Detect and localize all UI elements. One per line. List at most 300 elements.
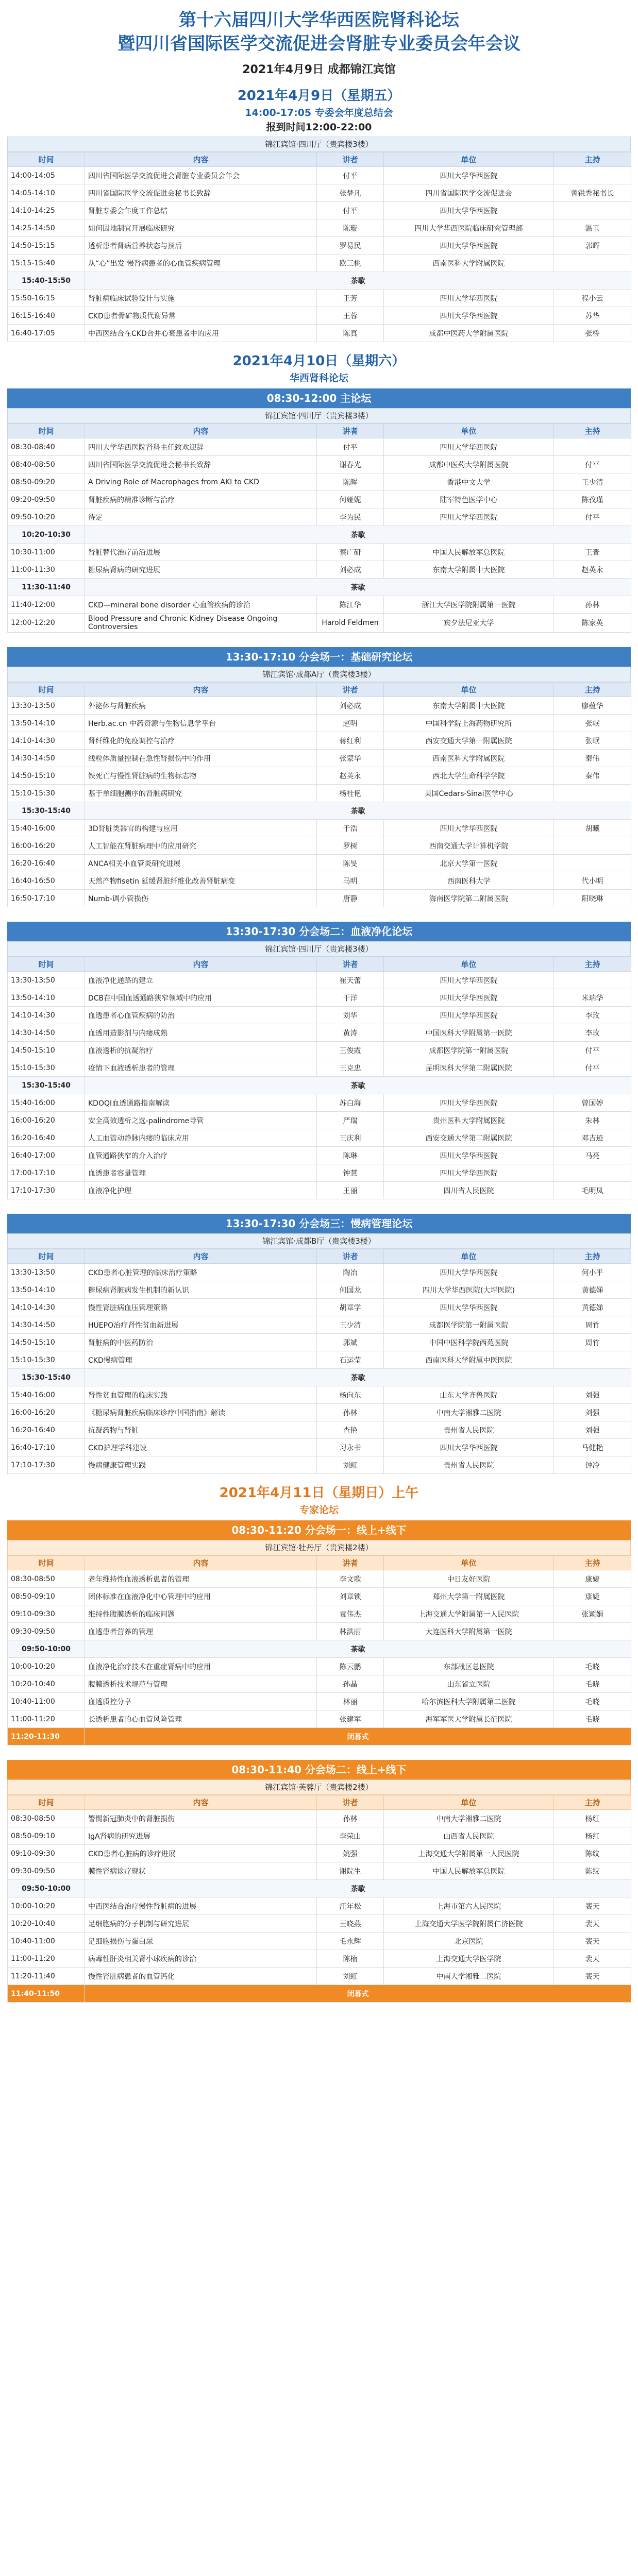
time-cell: 16:40-16:50 <box>8 872 85 890</box>
speaker-cell: 钟慧 <box>317 1164 384 1182</box>
topic-cell: 天然产物fisetin 延缓肾脏纤维化改善肾脏病变 <box>85 872 317 890</box>
speaker-cell: 陈楠 <box>317 1950 384 1968</box>
topic-cell: 血液净化通路的建立 <box>85 972 317 989</box>
topic-cell: A Driving Role of Macrophages from AKI to CKD <box>85 473 317 491</box>
affiliation-cell: 美国Cedars-Sinai医学中心 <box>384 785 554 802</box>
affiliation-cell: 西南医科大学 <box>384 872 554 890</box>
column-header: 单位 <box>384 152 554 167</box>
affiliation-cell: 山东大学齐鲁医院 <box>384 1386 554 1404</box>
table-row <box>8 1588 631 1605</box>
moderator-cell <box>554 202 631 219</box>
affiliation-cell: 四川大学华西医院临床研究管理部 <box>384 219 554 237</box>
moderator-cell: 米瑞华 <box>554 989 631 1007</box>
break-row <box>8 802 631 820</box>
topic-cell: 如何因地制宜开展临床研究 <box>85 219 317 237</box>
time-cell: 09:50-10:20 <box>8 509 85 526</box>
column-header: 内容 <box>85 683 317 697</box>
break-row <box>8 1640 631 1658</box>
moderator-cell: 钟冷 <box>554 1456 631 1474</box>
moderator-cell <box>554 855 631 872</box>
topic-cell: 糖尿病肾病的研究进展 <box>85 561 317 579</box>
affiliation-cell: 上海交通大学附属第一人民医院 <box>384 1605 554 1623</box>
speaker-cell: 赵英永 <box>317 767 384 785</box>
time-cell: 13:30-13:50 <box>8 972 85 989</box>
time-cell: 15:40-16:00 <box>8 1094 85 1112</box>
speaker-cell: 李荣山 <box>317 1827 384 1845</box>
table-row <box>8 750 631 767</box>
affiliation-cell: 北京医院 <box>384 1933 554 1950</box>
table-row <box>8 438 631 456</box>
moderator-cell: 刘强 <box>554 1386 631 1404</box>
table-row <box>8 509 631 526</box>
speaker-cell: 王晓燕 <box>317 1915 384 1933</box>
time-cell: 08:50-09:10 <box>8 1588 85 1605</box>
time-cell: 16:00-16:20 <box>8 1112 85 1129</box>
affiliation-cell: 四川大学华西医院 <box>384 820 554 837</box>
topic-cell: 3D肾脏类器官的构建与应用 <box>85 820 317 837</box>
table-row <box>8 1129 631 1147</box>
day2-subheading: 华西肾科论坛 <box>289 372 348 384</box>
table-row <box>8 1351 631 1369</box>
moderator-cell: 张颖娟 <box>554 1605 631 1623</box>
title-line-1: 第十六届四川大学华西医院肾科论坛 <box>179 10 459 30</box>
break-cell: 茶歇 <box>85 1640 631 1658</box>
topic-cell: 中西医结合在CKD合并心衰患者中的应用 <box>85 325 317 342</box>
table-row <box>8 1007 631 1024</box>
time-cell: 15:50-16:15 <box>8 290 85 307</box>
topic-cell: 血透患者心血管疾病的防治 <box>85 1007 317 1024</box>
break-row <box>8 1077 631 1094</box>
topic-cell: 肾脏专委会年度工作总结 <box>85 202 317 219</box>
moderator-cell: 廖蕴华 <box>554 697 631 715</box>
day2-table <box>7 423 631 633</box>
time-cell: 17:10-17:30 <box>8 1456 85 1474</box>
time-cell: 16:20-16:40 <box>8 855 85 872</box>
speaker-cell: 刘必成 <box>317 697 384 715</box>
speaker-cell: 刘华 <box>317 1007 384 1024</box>
column-header: 内容 <box>85 152 317 167</box>
moderator-cell: 裴天 <box>554 1897 631 1915</box>
time-cell: 15:40-16:00 <box>8 1386 85 1404</box>
topic-cell: 病毒性肝炎相关肾小球疾病的诊治 <box>85 1950 317 1968</box>
affiliation-cell: 贵州省人民医院 <box>384 1421 554 1439</box>
speaker-cell: 汪年松 <box>317 1897 384 1915</box>
moderator-cell: 裴天 <box>554 1968 631 1985</box>
speaker-cell: 王少清 <box>317 1316 384 1334</box>
affiliation-cell: 四川大学华西医院 <box>384 237 554 255</box>
column-header: 讲者 <box>317 1795 384 1810</box>
affiliation-cell: 中国中医科学院西苑医院 <box>384 1334 554 1351</box>
time-cell: 08:50-09:10 <box>8 1827 85 1845</box>
time-cell: 10:30-11:00 <box>8 544 85 561</box>
break-cell: 茶歇 <box>85 526 631 544</box>
time-cell: 09:10-09:30 <box>8 1845 85 1862</box>
forum1-table <box>7 682 631 907</box>
speaker-cell: 王庆利 <box>317 1129 384 1147</box>
moderator-cell: 毛明凤 <box>554 1182 631 1199</box>
moderator-cell: 付平 <box>554 1042 631 1059</box>
moderator-cell: 秦伟 <box>554 750 631 767</box>
table-row <box>8 473 631 491</box>
moderator-cell: 秦伟 <box>554 767 631 785</box>
table-row <box>8 1164 631 1182</box>
moderator-cell <box>554 255 631 272</box>
speaker-cell: 于浩 <box>317 820 384 837</box>
table-row <box>8 1862 631 1880</box>
table-header-row <box>8 152 631 167</box>
moderator-cell: 程小云 <box>554 290 631 307</box>
column-header: 讲者 <box>317 424 384 438</box>
affiliation-cell: 四川大学华西医院(大坪医院) <box>384 1281 554 1299</box>
table-row <box>8 184 631 202</box>
moderator-cell: 毛晓 <box>554 1693 631 1710</box>
affiliation-cell: 四川大学华西医院 <box>384 438 554 456</box>
break-row <box>8 1369 631 1386</box>
affiliation-cell: 四川大学华西医院 <box>384 1007 554 1024</box>
moderator-cell: 李玫 <box>554 1024 631 1042</box>
forum1-session-band: 13:30-17:10 分会场一：基础研究论坛 <box>7 647 631 667</box>
affiliation-cell: 宾夕法尼亚大学 <box>384 614 554 633</box>
moderator-cell: 周竹 <box>554 1334 631 1351</box>
table-row <box>8 1299 631 1316</box>
column-header: 内容 <box>85 1795 317 1810</box>
affiliation-cell: 上海交通大学附属第一人民医院 <box>384 1845 554 1862</box>
speaker-cell: 袁伟杰 <box>317 1605 384 1623</box>
table-header-row <box>8 424 631 438</box>
speaker-cell: 王克忠 <box>317 1059 384 1077</box>
moderator-cell: 郭晖 <box>554 237 631 255</box>
break-cell: 茶歇 <box>85 272 631 290</box>
column-header: 主持 <box>554 1249 631 1264</box>
day1-heading: 2021年4月9日（星期五） <box>237 88 401 104</box>
closing-time: 11:20-11:30 <box>8 1728 85 1745</box>
table-row <box>8 1059 631 1077</box>
speaker-cell: 李文歌 <box>317 1570 384 1588</box>
table-row <box>8 1658 631 1675</box>
time-cell: 13:30-13:50 <box>8 1264 85 1281</box>
time-cell: 08:40-08:50 <box>8 456 85 473</box>
column-header: 主持 <box>554 152 631 167</box>
topic-cell: 糖尿病肾脏病发生机制的新认识 <box>85 1281 317 1299</box>
column-header: 单位 <box>384 1556 554 1570</box>
table-row <box>8 697 631 715</box>
speaker-cell: 于洋 <box>317 989 384 1007</box>
time-cell: 14:30-14:50 <box>8 1316 85 1334</box>
moderator-cell: 曾国婷 <box>554 1094 631 1112</box>
break-cell: 茶歇 <box>85 1880 631 1897</box>
column-header: 时间 <box>8 957 85 972</box>
affiliation-cell: 昆明医科大学第二附属医院 <box>384 1059 554 1077</box>
speaker-cell: 刘章锁 <box>317 1588 384 1605</box>
affiliation-cell: 上海交通大学医学院 <box>384 1950 554 1968</box>
column-header: 时间 <box>8 1795 85 1810</box>
affiliation-cell: 中国医科大学附属第一医院 <box>384 1024 554 1042</box>
table-row <box>8 872 631 890</box>
time-cell: 09:50-10:00 <box>8 1640 85 1658</box>
speaker-cell: 郭斌 <box>317 1334 384 1351</box>
table-row <box>8 1810 631 1827</box>
affiliation-cell: 四川大学华西医院 <box>384 1439 554 1456</box>
speaker-cell: 习永书 <box>317 1439 384 1456</box>
time-cell: 16:40-17:00 <box>8 1147 85 1164</box>
affiliation-cell: 四川大学华西医院 <box>384 1147 554 1164</box>
time-cell: 08:30-08:50 <box>8 1570 85 1588</box>
table-row <box>8 1112 631 1129</box>
affiliation-cell: 成都中医药大学附属医院 <box>384 325 554 342</box>
speaker-cell: 罗树 <box>317 837 384 855</box>
topic-cell: 从“心”出发 慢肾病患者的心血管疾病管理 <box>85 255 317 272</box>
speaker-cell: 姚强 <box>317 1845 384 1862</box>
speaker-cell: 谢春光 <box>317 456 384 473</box>
day3-forum-a-band: 08:30-11:20 分会场一：线上+线下 <box>7 1520 631 1540</box>
topic-cell: 肾脏病临床试验设计与实施 <box>85 290 317 307</box>
affiliation-cell: 中国科学院上海药物研究所 <box>384 715 554 732</box>
table-row <box>8 1316 631 1334</box>
moderator-cell <box>554 785 631 802</box>
speaker-cell: 石运莹 <box>317 1351 384 1369</box>
topic-cell: 中西医结合治疗慢性肾脏病的进展 <box>85 1897 317 1915</box>
time-cell: 11:40-12:00 <box>8 596 85 614</box>
moderator-cell: 杨红 <box>554 1827 631 1845</box>
table-header-row <box>8 1249 631 1264</box>
table-row <box>8 307 631 325</box>
topic-cell: CKD护理学科建设 <box>85 1439 317 1456</box>
moderator-cell <box>554 837 631 855</box>
topic-cell: 慢性肾脏病患者的血管钙化 <box>85 1968 317 1985</box>
forum2-venue: 锦江宾馆·四川厅（贵宾楼3楼） <box>7 941 631 957</box>
moderator-cell: 康婕 <box>554 1588 631 1605</box>
table-row <box>8 1605 631 1623</box>
table-row <box>8 715 631 732</box>
time-cell: 08:30-08:50 <box>8 1810 85 1827</box>
day3-forum-b-venue: 锦江宾馆·芙蓉厅（贵宾楼2楼） <box>7 1780 631 1795</box>
affiliation-cell: 山西省人民医院 <box>384 1827 554 1845</box>
speaker-cell: 马明 <box>317 872 384 890</box>
topic-cell: 血透用造影剂与内瘘成熟 <box>85 1024 317 1042</box>
topic-cell: 血液透析的抗凝治疗 <box>85 1042 317 1059</box>
affiliation-cell: 西北大学生命科学学院 <box>384 767 554 785</box>
speaker-cell: 陈璇 <box>317 219 384 237</box>
column-header: 讲者 <box>317 1556 384 1570</box>
time-cell: 09:10-09:30 <box>8 1605 85 1623</box>
speaker-cell: 王芳 <box>317 290 384 307</box>
affiliation-cell: 西南医科大学附属中医医院 <box>384 1351 554 1369</box>
moderator-cell: 朱林 <box>554 1112 631 1129</box>
affiliation-cell: 西安交通大学第一附属医院 <box>384 732 554 750</box>
speaker-cell: 王蓉 <box>317 307 384 325</box>
column-header: 主持 <box>554 957 631 972</box>
time-cell: 14:50-15:10 <box>8 1334 85 1351</box>
column-header: 主持 <box>554 683 631 697</box>
moderator-cell: 张岷 <box>554 732 631 750</box>
topic-cell: 肾性贫血管理的临床实践 <box>85 1386 317 1404</box>
time-cell: 10:20-10:40 <box>8 1915 85 1933</box>
moderator-cell: 刘强 <box>554 1421 631 1439</box>
table-row <box>8 1386 631 1404</box>
speaker-cell: 何国龙 <box>317 1281 384 1299</box>
topic-cell: Numb-调小管损伤 <box>85 890 317 907</box>
speaker-cell: 陈琳 <box>317 1147 384 1164</box>
speaker-cell: 唐静 <box>317 890 384 907</box>
speaker-cell: 蒋红利 <box>317 732 384 750</box>
speaker-cell: 王丽 <box>317 1182 384 1199</box>
table-row <box>8 732 631 750</box>
speaker-cell: 苏白海 <box>317 1094 384 1112</box>
time-cell: 09:20-09:50 <box>8 491 85 509</box>
closing-row <box>8 1728 631 1745</box>
speaker-cell: 孙林 <box>317 1810 384 1827</box>
column-header: 内容 <box>85 1249 317 1264</box>
time-cell: 10:40-11:00 <box>8 1693 85 1710</box>
topic-cell: 警惕新冠肺炎中的肾脏损伤 <box>85 1810 317 1827</box>
time-cell: 15:15-15:40 <box>8 255 85 272</box>
time-cell: 17:10-17:30 <box>8 1182 85 1199</box>
topic-cell: 肾脏替代治疗前沿进展 <box>85 544 317 561</box>
column-header: 讲者 <box>317 957 384 972</box>
affiliation-cell: 四川大学华西医院 <box>384 290 554 307</box>
day3-forum-b-band: 08:30-11:40 分会场二：线上+线下 <box>7 1760 631 1780</box>
break-cell: 茶歇 <box>85 1369 631 1386</box>
topic-cell: ANCA相关小血管炎研究进展 <box>85 855 317 872</box>
day3-subheading: 专家论坛 <box>299 1504 339 1516</box>
topic-cell: CKD患者心脏管理的临床治疗策略 <box>85 1264 317 1281</box>
table-row <box>8 989 631 1007</box>
topic-cell: HUEPO治疗肾性贫血新进展 <box>85 1316 317 1334</box>
column-header: 时间 <box>8 1249 85 1264</box>
topic-cell: Blood Pressure and Chronic Kidney Disease Ongoing Controversies <box>85 614 317 633</box>
break-row <box>8 579 631 596</box>
affiliation-cell: 北京大学第一医院 <box>384 855 554 872</box>
forum1-venue: 锦江宾馆·成都A厅（贵宾楼3楼） <box>7 667 631 682</box>
topic-cell: 人工智能在肾脏病理中的应用研究 <box>85 837 317 855</box>
time-cell: 09:30-09:50 <box>8 1862 85 1880</box>
speaker-cell: 赵明 <box>317 715 384 732</box>
affiliation-cell: 四川大学华西医院 <box>384 1094 554 1112</box>
time-cell: 15:30-15:40 <box>8 1077 85 1094</box>
affiliation-cell: 香港中文大学 <box>384 473 554 491</box>
table-row <box>8 456 631 473</box>
affiliation-cell: 陆军特色医学中心 <box>384 491 554 509</box>
topic-cell: 人工血管动静脉内瘘的临床应用 <box>85 1129 317 1147</box>
topic-cell: 慢病健康管理实践 <box>85 1456 317 1474</box>
table-row <box>8 837 631 855</box>
table-row <box>8 890 631 907</box>
table-row <box>8 1404 631 1421</box>
time-cell: 14:30-14:50 <box>8 750 85 767</box>
table-row <box>8 1845 631 1862</box>
forum3-venue: 锦江宾馆·成都B厅（贵宾楼3楼） <box>7 1233 631 1249</box>
time-cell: 09:30-09:50 <box>8 1623 85 1640</box>
topic-cell: 足细胞损伤与蛋白尿 <box>85 1933 317 1950</box>
affiliation-cell: 四川大学华西医院 <box>384 1164 554 1182</box>
topic-cell: 待定 <box>85 509 317 526</box>
break-cell: 茶歇 <box>85 1077 631 1094</box>
header <box>7 0 631 56</box>
topic-cell: 四川省国际医学交流促进会秘书长致辞 <box>85 456 317 473</box>
table-row <box>8 820 631 837</box>
time-cell: 15:40-15:50 <box>8 272 85 290</box>
speaker-cell: 胡章学 <box>317 1299 384 1316</box>
topic-cell: 血液净化治疗技术在重症肾病中的应用 <box>85 1658 317 1675</box>
topic-cell: CKD患者心脏病的诊疗进展 <box>85 1845 317 1862</box>
time-cell: 16:20-16:40 <box>8 1129 85 1147</box>
column-header: 主持 <box>554 1556 631 1570</box>
time-cell: 14:25-14:50 <box>8 219 85 237</box>
speaker-cell: 崔天蕾 <box>317 972 384 989</box>
time-cell: 16:15-16:40 <box>8 307 85 325</box>
topic-cell: CKD慢病管理 <box>85 1351 317 1369</box>
topic-cell: DCB在中国血透通路狭窄领域中的应用 <box>85 989 317 1007</box>
time-cell: 16:40-17:10 <box>8 1439 85 1456</box>
time-cell: 13:50-14:10 <box>8 989 85 1007</box>
affiliation-cell: 四川大学华西医院 <box>384 509 554 526</box>
topic-cell: 肾脏疾病的精准诊断与治疗 <box>85 491 317 509</box>
affiliation-cell: 西南医科大学附属医院 <box>384 750 554 767</box>
speaker-cell: Harold Feldmen <box>317 614 384 633</box>
moderator-cell: 陈家英 <box>554 614 631 633</box>
forum3-session-band: 13:30-17:30 分会场三：慢病管理论坛 <box>7 1214 631 1233</box>
topic-cell: 安全高效透析之选-palindrome导管 <box>85 1112 317 1129</box>
topic-cell: 四川大学华西医院肾科主任致欢迎辞 <box>85 438 317 456</box>
moderator-cell: 康婕 <box>554 1570 631 1588</box>
moderator-cell: 王晋 <box>554 544 631 561</box>
column-header: 时间 <box>8 683 85 697</box>
affiliation-cell: 上海交通大学医学院附属仁济医院 <box>384 1915 554 1933</box>
day3-forum-b-table <box>7 1795 631 2003</box>
topic-cell: 四川省国际医学交流促进会秘书长致辞 <box>85 184 317 202</box>
column-header: 单位 <box>384 424 554 438</box>
speaker-cell: 谢院生 <box>317 1862 384 1880</box>
affiliation-cell: 四川大学华西医院 <box>384 1264 554 1281</box>
table-row <box>8 1968 631 1985</box>
moderator-cell: 毛晓 <box>554 1710 631 1728</box>
column-header: 单位 <box>384 957 554 972</box>
table-row <box>8 1281 631 1299</box>
topic-cell: 老年维持性血液透析患者的管理 <box>85 1570 317 1588</box>
affiliation-cell: 四川大学华西医院 <box>384 1299 554 1316</box>
affiliation-cell: 东南大学附属中大医院 <box>384 561 554 579</box>
table-row <box>8 767 631 785</box>
table-row <box>8 1897 631 1915</box>
moderator-cell: 陈纹 <box>554 1845 631 1862</box>
affiliation-cell: 海军军医大学附属长征医院 <box>384 1710 554 1728</box>
moderator-cell: 马健艳 <box>554 1439 631 1456</box>
column-header: 时间 <box>8 152 85 167</box>
affiliation-cell: 贵州医科大学附属医院 <box>384 1112 554 1129</box>
break-row <box>8 272 631 290</box>
time-cell: 14:10-14:25 <box>8 202 85 219</box>
time-cell: 15:30-15:40 <box>8 802 85 820</box>
affiliation-cell: 中南大学湘雅二医院 <box>384 1404 554 1421</box>
moderator-cell: 温玉 <box>554 219 631 237</box>
moderator-cell: 黄德娣 <box>554 1299 631 1316</box>
speaker-cell: 查艳 <box>317 1421 384 1439</box>
column-header: 内容 <box>85 957 317 972</box>
table-row <box>8 167 631 184</box>
break-row <box>8 1880 631 1897</box>
closing-label: 闭幕式 <box>85 1985 631 2003</box>
closing-time: 11:40-11:50 <box>8 1985 85 2003</box>
forum2-table <box>7 957 631 1199</box>
time-cell: 14:05-14:10 <box>8 184 85 202</box>
moderator-cell <box>554 167 631 184</box>
time-cell: 11:00-11:20 <box>8 1950 85 1968</box>
time-cell: 14:10-14:30 <box>8 1007 85 1024</box>
topic-cell: 膜性肾病诊疗现状 <box>85 1862 317 1880</box>
time-cell: 13:50-14:10 <box>8 715 85 732</box>
date-venue: 2021年4月9日 成都锦江宾馆 <box>242 63 396 76</box>
time-cell: 14:50-15:10 <box>8 767 85 785</box>
